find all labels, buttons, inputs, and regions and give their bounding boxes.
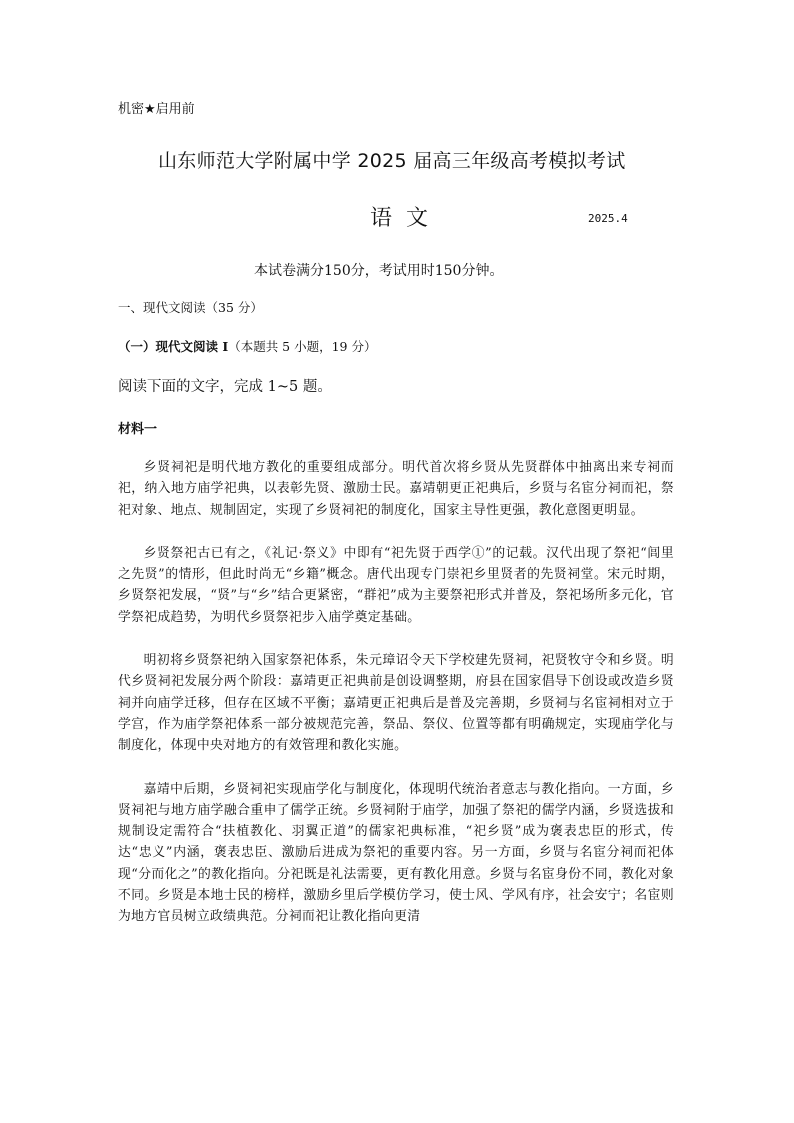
reading-instruction: 阅读下面的文字，完成 1~5 题。 xyxy=(118,379,332,395)
section-heading: 一、现代文阅读（35 分） xyxy=(118,300,263,315)
paragraph: 嘉靖中后期，乡贤祠祀实现庙学化与制度化，体现明代统治者意志与教化指向。一方面，乡贤祠祀与地方庙学融合重申了儒学正统。乡贤祠附于庙学，加强了祭祀的儒学内涵，乡贤选拔和规制设定需符合“扶植教化、羽翼正道”的儒家祀典标准，“祀乡贤”成为褒表忠臣的形式，传达“忠义”内涵，褒表忠臣、激励后进成为祭祀的重要内容。另一方面，乡贤与名宦分祠而祀体现“分而化之”的教化指向。分祀既是礼法需要，更有教化用意。乡贤与名宦身份不同，教化对象不同。乡贤是本地士民的榜样，激励乡里后学模仿学习，使士风、学风有序，社会安宁；名宦则为地方官员树立政绩典范。分祠而祀让教化指向更清 xyxy=(118,781,674,925)
subsection-heading xyxy=(118,337,376,355)
paragraph: 明初将乡贤祭祀纳入国家祭祀体系，朱元璋诏令天下学校建先贤祠，祀贤牧守令和乡贤。明代乡贤祠祀发展分两个阶段：嘉靖更正祀典前是创设调整期，府县在国家倡导下创设或改造乡贤祠并向庙学迁移，但存在区域不平衡；嘉靖更正祀典后是普及完善期，乡贤祠与名宦祠相对立于学宫，作为庙学祭祀体系一部分被规范完善，祭品、祭仪、位置等都有明确规定，实现庙学化与制度化，体现中央对地方的有效管理和教化实施。 xyxy=(118,653,674,754)
subject-title: 语文 xyxy=(370,206,443,231)
exam-note: 本试卷满分150分，考试用时150分钟。 xyxy=(254,263,504,279)
paragraph: 乡贤祭祀古已有之，《礼记·祭义》中即有“祀先贤于西学①”的记载。汉代出现了祭祀“闾里之先贤”的情形，但此时尚无“乡籍”概念。唐代出现专门崇祀乡里贤者的先贤祠堂。宋元时期，乡贤祭祀发展，“贤”与“乡”结合更紧密，“群祀”成为主要祭祀形式并普及，祭祀场所多元化，官学祭祀成趋势，为明代乡贤祭祀步入庙学奠定基础。 xyxy=(118,545,674,625)
exam-date: 2025.4 xyxy=(588,212,628,225)
material-body xyxy=(118,457,674,950)
subsection-heading-bold: （一）现代文阅读 I xyxy=(118,339,229,354)
subsection-heading-detail: （本题共 5 小题，19 分） xyxy=(228,339,377,354)
confidential-label: 机密★启用前 xyxy=(118,102,195,117)
paragraph: 乡贤祠祀是明代地方教化的重要组成部分。明代首次将乡贤从先贤群体中抽离出来专祠而祀，纳入地方庙学祀典，以表彰先贤、激励士民。嘉靖朝更正祀典后，乡贤与名宦分祠而祀，祭祀对象、地点、规制固定，实现了乡贤祠祀的制度化，国家主导性更强，教化意图更明显。 xyxy=(118,460,674,518)
exam-title: 山东师范大学附属中学 2025 届高三年级高考模拟考试 xyxy=(158,150,626,172)
material-label: 材料一 xyxy=(118,422,158,437)
